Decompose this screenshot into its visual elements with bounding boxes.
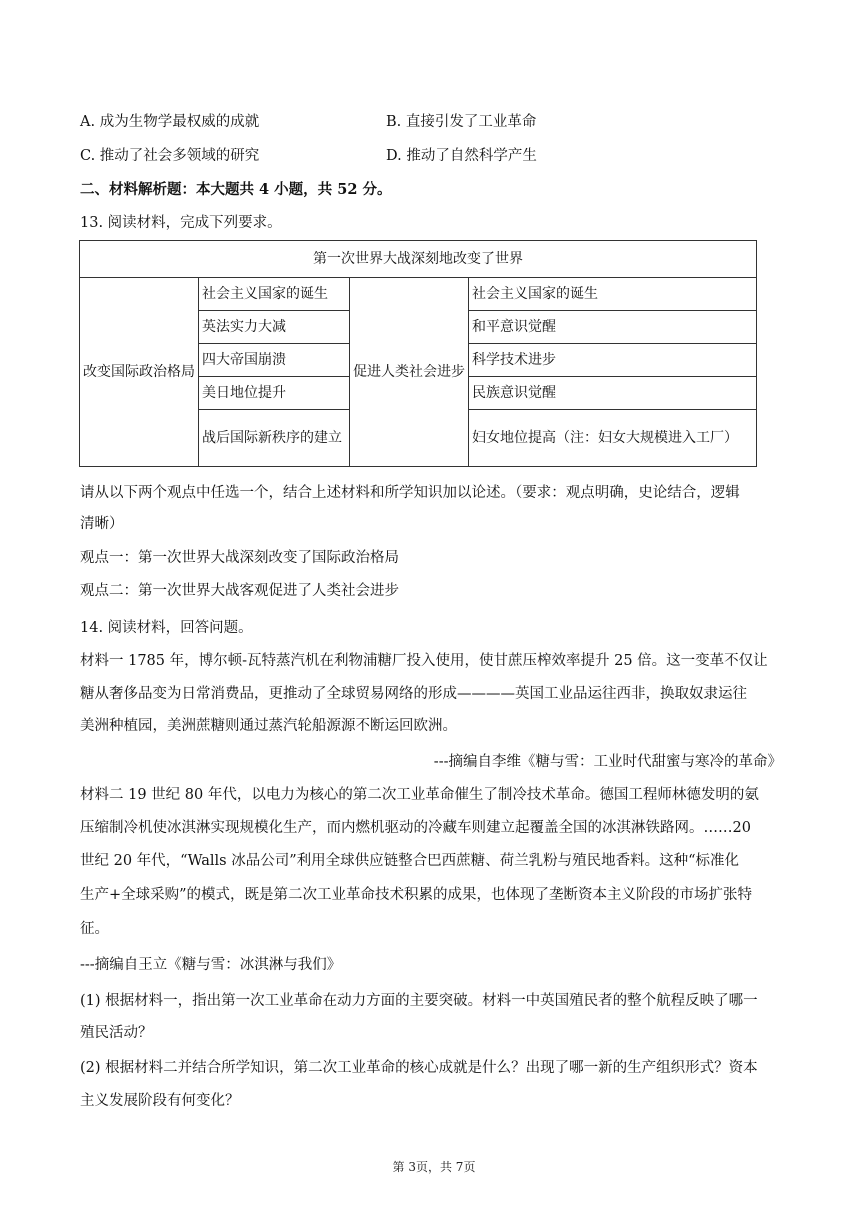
table-left-item: 美日地位提升 (199, 377, 350, 410)
question-13-prompt: 13. 阅读材料，完成下列要求。 (80, 215, 282, 231)
material-2-line: 压缩制冷机使冰淇淋实现规模化生产，而内燃机驱动的冷藏车则建立起覆盖全国的冰淇淋铁路网。……20 (80, 820, 751, 836)
material-2-line: 生产+全球采购”的模式，既是第二次工业革命技术积累的成果，也体现了垄断资本主义阶段的市场扩张特 (80, 887, 753, 903)
option-b: B. 直接引发了工业革命 (386, 114, 537, 130)
material-1-source: ---摘编自李维《糖与雪：工业时代甜蜜与寒冷的革命》 (433, 754, 782, 770)
table-right-item: 科学技术进步 (469, 344, 757, 377)
material-2-line: 材料二 19 世纪 80 年代，以电力为核心的第二次工业革命催生了制冷技术革命。德国工程师林德发明的氨 (80, 787, 759, 803)
table-left-item: 社会主义国家的诞生 (199, 278, 350, 311)
table-left-item: 四大帝国崩溃 (199, 344, 350, 377)
material-table (79, 240, 757, 467)
option-d: D. 推动了自然科学产生 (386, 148, 537, 164)
table-right-header: 促进人类社会进步 (350, 278, 469, 467)
q13-view-2: 观点二：第一次世界大战客观促进了人类社会进步 (80, 583, 399, 599)
table-left-header: 改变国际政治格局 (80, 278, 199, 467)
table-left-item: 英法实力大减 (199, 311, 350, 344)
material-1-line: 糖从奢侈品变为日常消费品，更推动了全球贸易网络的形成————英国工业品运往西非，换取奴隶运往 (80, 686, 747, 702)
page-footer: 第 3页，共 7页 (392, 1160, 476, 1174)
subquestion-2-cont: 主义发展阶段有何变化？ (80, 1093, 240, 1109)
q13-instruction-cont: 清晰） (80, 516, 124, 532)
option-a: A. 成为生物学最权威的成就 (80, 114, 260, 130)
section-heading: 二、材料解析题：本大题共 4 小题，共 52 分。 (80, 181, 392, 198)
table-right-item: 和平意识觉醒 (469, 311, 757, 344)
material-2-line: 世纪 20 年代，“Walls 冰品公司”利用全球供应链整合巴西蔗糖、荷兰乳粉与殖民地香料。这种“标准化 (80, 853, 740, 869)
material-2-source: ---摘编自王立《糖与雪：冰淇淋与我们》 (80, 957, 342, 973)
option-c: C. 推动了社会多领域的研究 (80, 148, 260, 164)
material-1-line: 材料一 1785 年，博尔顿-瓦特蒸汽机在利物浦糖厂投入使用，使甘蔗压榨效率提升 25 倍。这一变革不仅让 (80, 653, 768, 669)
subquestion-1: (1) 根据材料一，指出第一次工业革命在动力方面的主要突破。材料一中英国殖民者的整个航程反映了哪一 (80, 993, 758, 1009)
subquestion-1-cont: 殖民活动？ (80, 1025, 153, 1041)
q13-view-1: 观点一：第一次世界大战深刻改变了国际政治格局 (80, 550, 399, 566)
material-2-line: 征。 (80, 921, 109, 937)
q13-instruction: 请从以下两个观点中任选一个，结合上述材料和所学知识加以论述。（要求：观点明确，史论结合，逻辑 (80, 485, 740, 501)
question-14-prompt: 14. 阅读材料，回答问题。 (80, 620, 253, 636)
table-title: 第一次世界大战深刻地改变了世界 (80, 241, 757, 278)
table-right-item: 民族意识觉醒 (469, 377, 757, 410)
table-left-item: 战后国际新秩序的建立 (199, 410, 350, 467)
table-right-item: 社会主义国家的诞生 (469, 278, 757, 311)
table-right-item: 妇女地位提高（注：妇女大规模进入工厂） (469, 410, 757, 467)
subquestion-2: (2) 根据材料二并结合所学知识，第二次工业革命的核心成就是什么？出现了哪一新的生产组织形式？资本 (80, 1060, 758, 1076)
material-1-line: 美洲种植园，美洲蔗糖则通过蒸汽轮船源源不断运回欧洲。 (80, 718, 457, 734)
